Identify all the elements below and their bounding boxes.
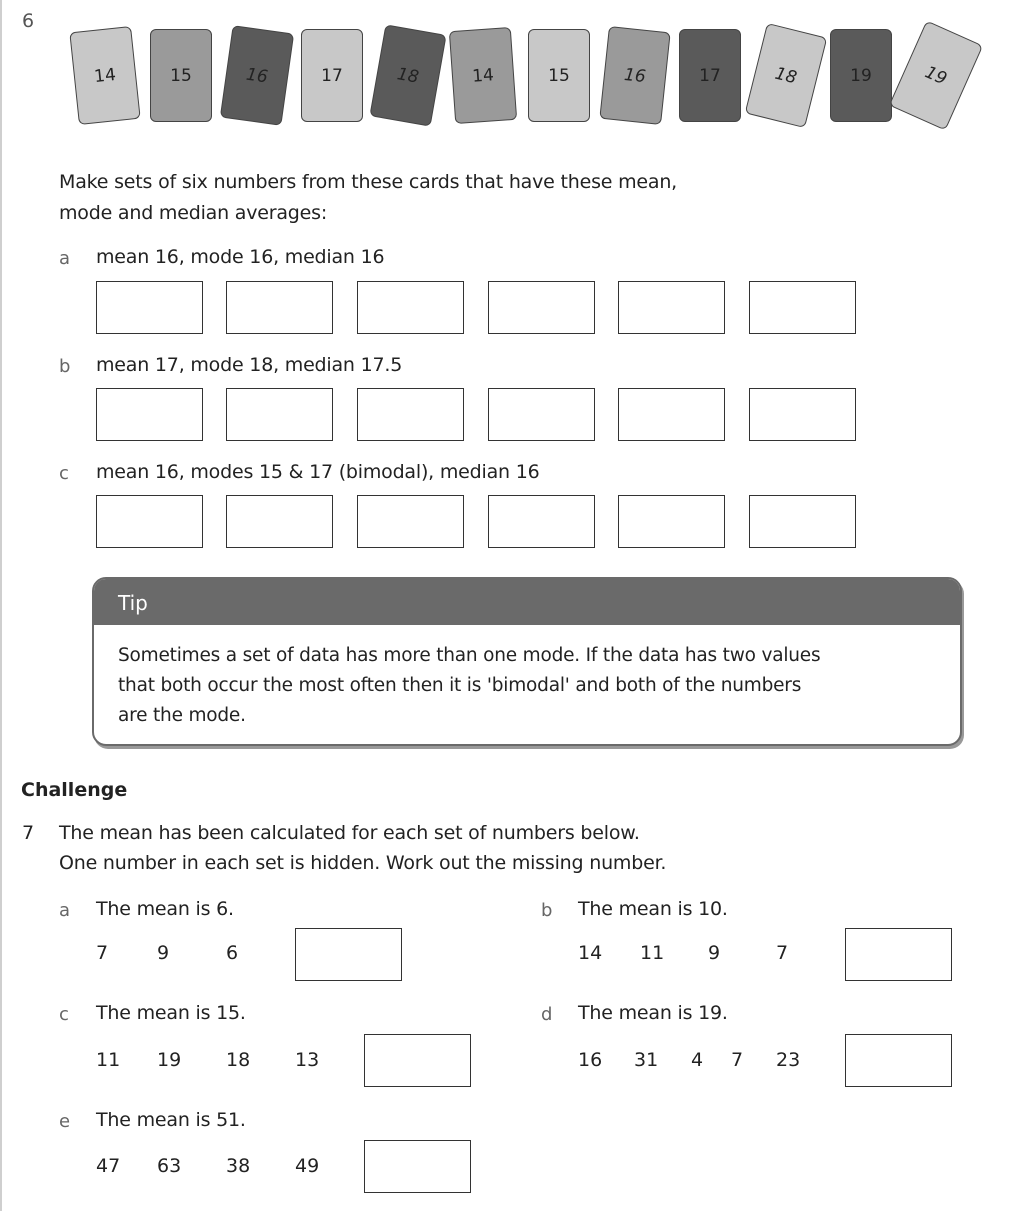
challenge-b-number: 11 — [640, 942, 665, 964]
challenge-letter-c: c — [59, 1004, 69, 1025]
challenge-letter-a: a — [59, 900, 71, 921]
challenge-e-number: 63 — [157, 1155, 182, 1177]
challenge-letter-d: d — [541, 1004, 553, 1025]
number-card: 18 — [745, 23, 828, 128]
number-card: 19 — [889, 20, 983, 130]
number-card: 14 — [449, 27, 517, 124]
question-number: 6 — [22, 10, 35, 32]
number-card: 18 — [369, 24, 446, 126]
q6c-answer-box[interactable] — [226, 495, 333, 548]
challenge-b-number: 9 — [708, 942, 721, 964]
challenge-d-number: 4 — [691, 1049, 704, 1071]
challenge-c-answer-box[interactable] — [364, 1034, 471, 1087]
challenge-intro-line-1: The mean has been calculated for each set of numbers below. — [59, 822, 640, 844]
challenge-d-number: 7 — [731, 1049, 744, 1071]
challenge-d-number: 31 — [634, 1049, 659, 1071]
q6c-answer-box[interactable] — [749, 495, 856, 548]
challenge-d-text: The mean is 19. — [578, 1002, 728, 1024]
challenge-b-answer-box[interactable] — [845, 928, 952, 981]
challenge-heading: Challenge — [21, 779, 128, 801]
q6b-answer-box[interactable] — [749, 388, 856, 441]
q6c-answer-box[interactable] — [618, 495, 725, 548]
tip-box — [92, 577, 962, 746]
number-card: 15 — [150, 29, 212, 122]
instruction-line-1: Make sets of six numbers from these cards that have these mean, — [59, 171, 678, 193]
q6b-answer-box[interactable] — [488, 388, 595, 441]
challenge-a-number: 7 — [96, 942, 109, 964]
number-card: 14 — [69, 26, 140, 125]
challenge-c-number: 13 — [295, 1049, 320, 1071]
challenge-a-number: 6 — [226, 942, 239, 964]
tip-line: that both occur the most often then it is 'bimodal' and both of the numbers — [118, 675, 802, 696]
part-b-text: mean 17, mode 18, median 17.5 — [96, 354, 403, 376]
challenge-e-text: The mean is 51. — [96, 1109, 246, 1131]
q6c-answer-box[interactable] — [488, 495, 595, 548]
q6a-answer-box[interactable] — [226, 281, 333, 334]
q6a-answer-box[interactable] — [618, 281, 725, 334]
challenge-a-number: 9 — [157, 942, 170, 964]
number-card: 16 — [220, 25, 294, 126]
challenge-b-text: The mean is 10. — [578, 898, 728, 920]
challenge-c-number: 11 — [96, 1049, 121, 1071]
q6b-answer-box[interactable] — [618, 388, 725, 441]
challenge-a-text: The mean is 6. — [96, 898, 234, 920]
challenge-c-number: 18 — [226, 1049, 251, 1071]
challenge-d-answer-box[interactable] — [845, 1034, 952, 1087]
q6a-answer-box[interactable] — [357, 281, 464, 334]
q6c-answer-box[interactable] — [96, 495, 203, 548]
challenge-e-number: 47 — [96, 1155, 121, 1177]
challenge-b-number: 14 — [578, 942, 603, 964]
number-card: 15 — [528, 29, 590, 122]
question-number-7: 7 — [22, 822, 35, 844]
q6a-answer-box[interactable] — [488, 281, 595, 334]
number-card: 17 — [301, 29, 363, 122]
q6b-answer-box[interactable] — [226, 388, 333, 441]
number-card: 17 — [679, 29, 741, 122]
challenge-a-answer-box[interactable] — [295, 928, 402, 981]
challenge-letter-b: b — [541, 900, 553, 921]
challenge-e-answer-box[interactable] — [364, 1140, 471, 1193]
tip-line: Sometimes a set of data has more than one mode. If the data has two values — [118, 645, 821, 666]
tip-title: Tip — [94, 579, 960, 625]
part-letter-a: a — [59, 248, 71, 269]
q6b-answer-box[interactable] — [96, 388, 203, 441]
part-c-text: mean 16, modes 15 & 17 (bimodal), median 16 — [96, 461, 540, 483]
challenge-intro-line-2: One number in each set is hidden. Work out the missing number. — [59, 852, 667, 874]
number-card: 16 — [599, 26, 670, 125]
q6c-answer-box[interactable] — [357, 495, 464, 548]
challenge-d-number: 16 — [578, 1049, 603, 1071]
page-edge — [0, 0, 2, 1211]
challenge-letter-e: e — [59, 1111, 71, 1132]
challenge-c-text: The mean is 15. — [96, 1002, 246, 1024]
part-letter-b: b — [59, 356, 71, 377]
q6a-answer-box[interactable] — [96, 281, 203, 334]
tip-body — [94, 625, 960, 731]
challenge-d-number: 23 — [776, 1049, 801, 1071]
instruction-line-2: mode and median averages: — [59, 202, 328, 224]
number-card: 19 — [830, 29, 892, 122]
challenge-e-number: 38 — [226, 1155, 251, 1177]
challenge-e-number: 49 — [295, 1155, 320, 1177]
challenge-c-number: 19 — [157, 1049, 182, 1071]
tip-line: are the mode. — [118, 705, 246, 726]
part-a-text: mean 16, mode 16, median 16 — [96, 246, 385, 268]
q6a-answer-box[interactable] — [749, 281, 856, 334]
q6b-answer-box[interactable] — [357, 388, 464, 441]
part-letter-c: c — [59, 463, 69, 484]
challenge-b-number: 7 — [776, 942, 789, 964]
